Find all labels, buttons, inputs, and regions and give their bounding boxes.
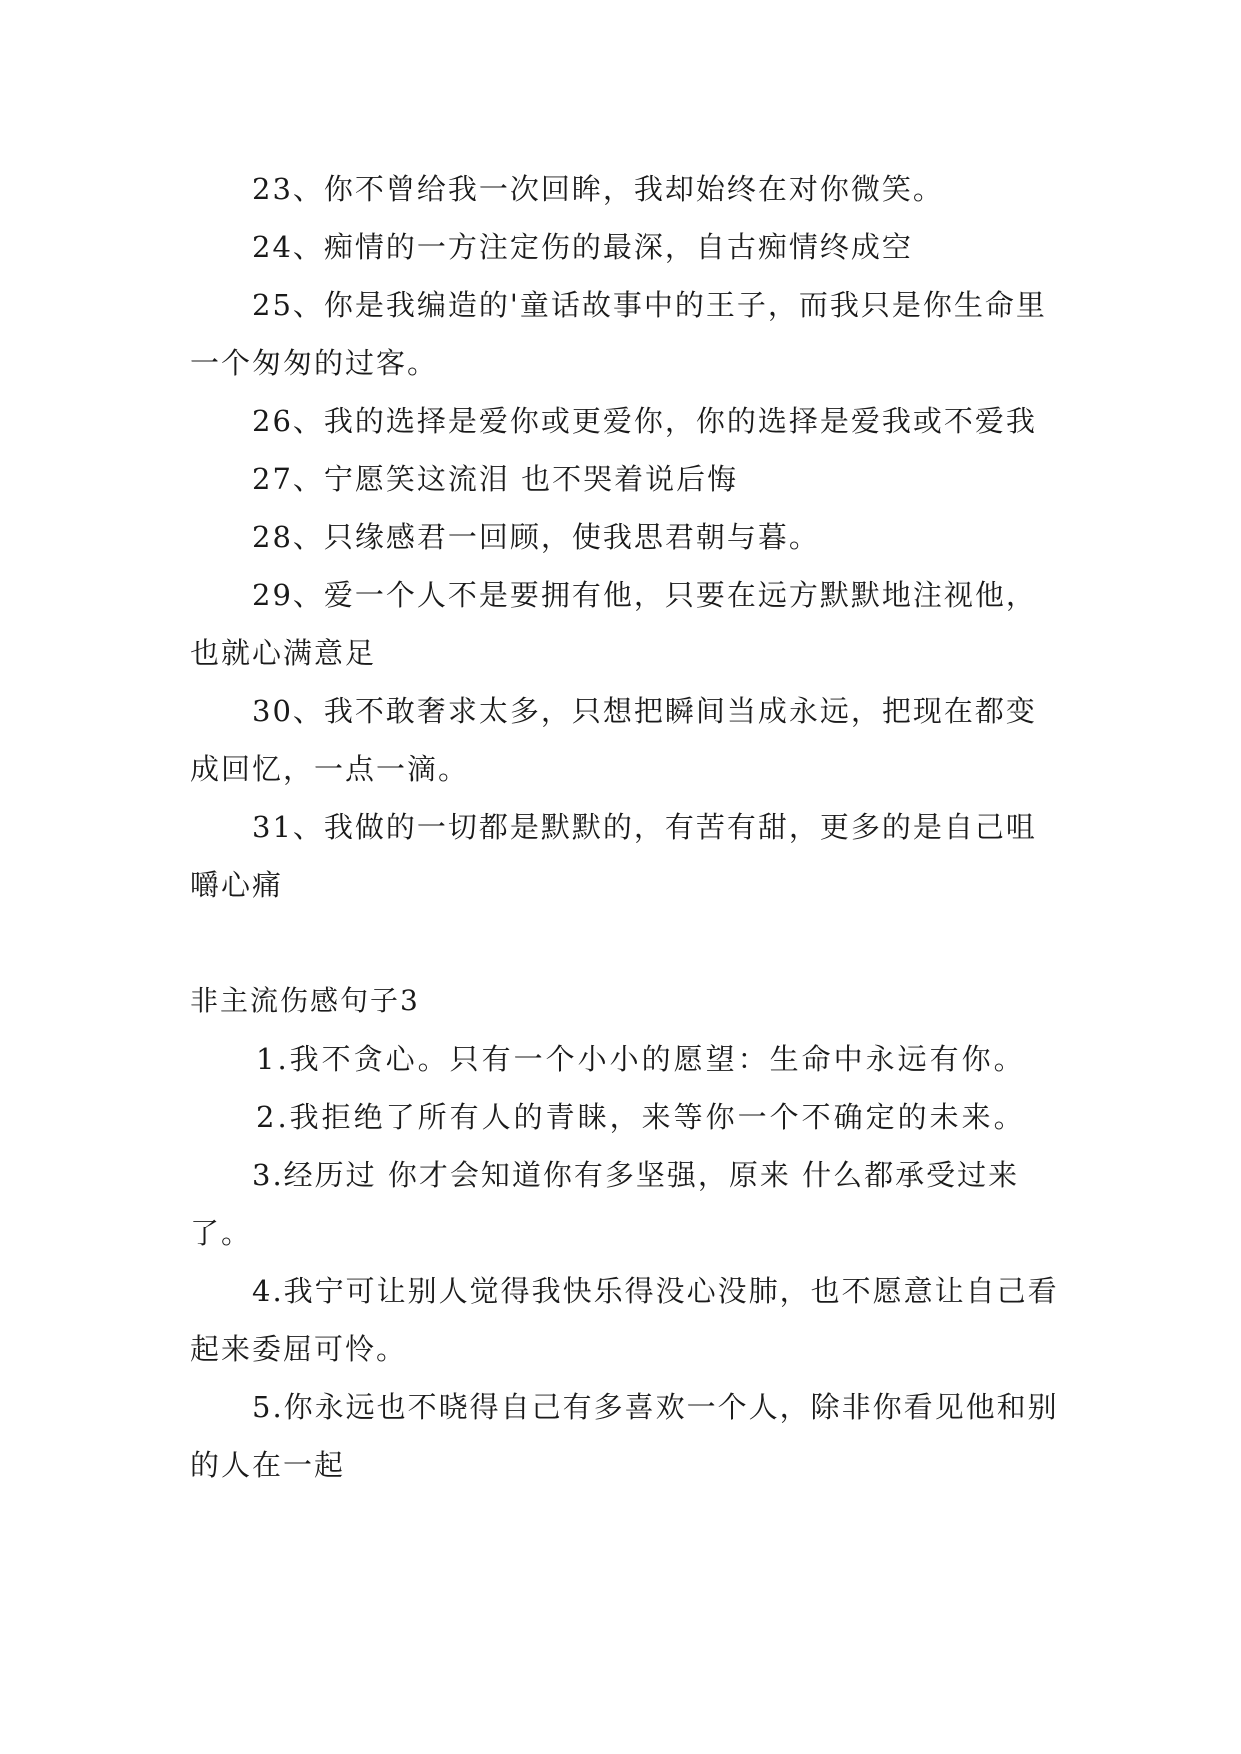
sentence-25: 25、你是我编造的'童话故事中的王子，而我只是你生命里一个匆匆的过客。	[190, 288, 1047, 380]
sentence-27: 27、宁愿笑这流泪 也不哭着说后悔	[252, 462, 739, 496]
sentence-30: 30、我不敢奢求太多，只想把瞬间当成永远，把现在都变成回忆，一点一滴。	[190, 694, 1037, 786]
sentence-4: 4.我宁可让别人觉得我快乐得没心没肺，也不愿意让自己看起来委屈可怜。	[190, 1274, 1059, 1366]
sentence-28: 28、只缘感君一回顾，使我思君朝与暮。	[252, 520, 820, 554]
sentence-1: 1.我不贪心。只有一个小小的愿望：生命中永远有你。	[256, 1042, 1026, 1076]
section-heading: 非主流伤感句子3	[190, 984, 420, 1017]
sentence-23: 23、你不曾给我一次回眸，我却始终在对你微笑。	[252, 172, 944, 206]
sentence-26: 26、我的选择是爱你或更爱你，你的选择是爱我或不爱我	[252, 404, 1037, 438]
sentence-24: 24、痴情的一方注定伤的最深，自古痴情终成空	[252, 230, 913, 264]
sentence-31: 31、我做的一切都是默默的，有苦有甜，更多的是自己咀嚼心痛	[190, 810, 1037, 902]
sentence-3: 3.经历过 你才会知道你有多坚强，原来 什么都承受过来了。	[190, 1158, 1020, 1250]
sentence-29: 29、爱一个人不是要拥有他，只要在远方默默地注视他，也就心满意足	[190, 578, 1037, 670]
document-body	[190, 160, 1060, 1494]
sentence-2: 2.我拒绝了所有人的青睐，来等你一个不确定的未来。	[256, 1100, 1026, 1134]
sentence-5: 5.你永远也不晓得自己有多喜欢一个人，除非你看见他和别的人在一起	[190, 1390, 1059, 1482]
